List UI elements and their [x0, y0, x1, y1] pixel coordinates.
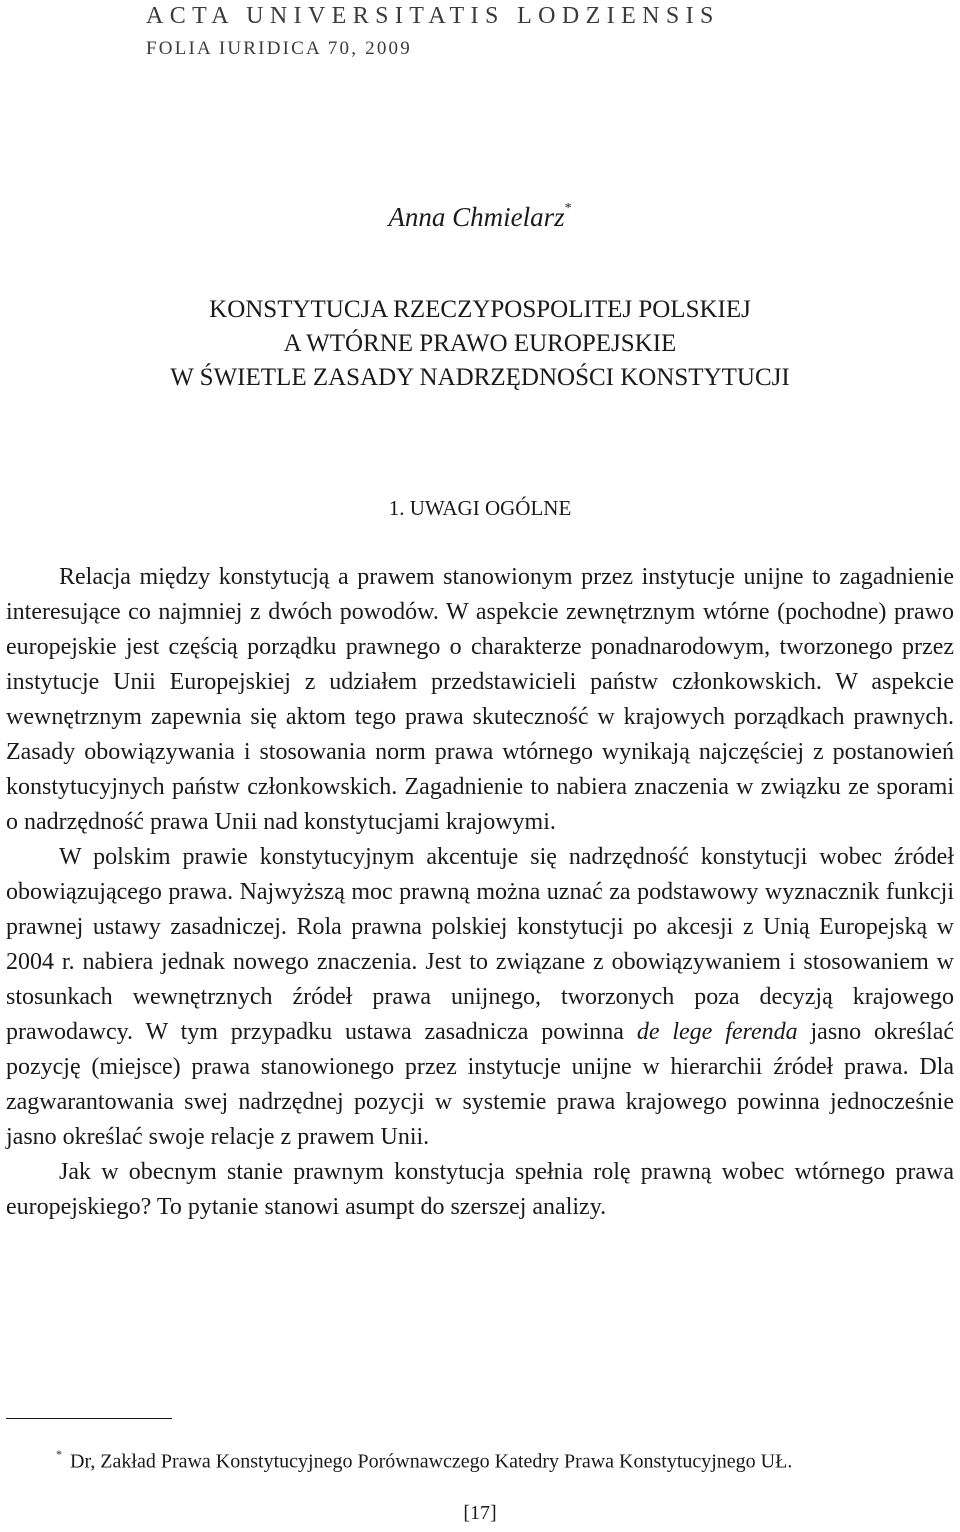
article-body	[6, 560, 954, 1225]
latin-phrase: de lege ferenda	[636, 1019, 798, 1045]
paragraph-1: Relacja między konstytucją a prawem stanowionym przez instytucje unijne to zagadnienie interesujące co najmniej z dwóch powodów. W aspekcie zewnętrznym wtórne (pochodne) prawo europejskie jest częścią porządku prawnego o charakterze ponadnarodowym, tworzonego przez instytucje Unii Europejskiej z udziałem przedstawicieli państw członkowskich. W aspekcie wewnętrznym zapewnia się aktom tego prawa skuteczność w krajowych porządkach prawnych. Zasady obowiązywania i stosowania norm prawa wtórnego wynikają najczęściej z postanowień konstytucyjnych państw członkowskich. Zagadnienie to nabiera znaczenia w związku ze sporami o nadrzędność prawa Unii nad konstytucjami krajowymi.	[6, 564, 954, 835]
footnote-marker: *	[56, 1447, 62, 1461]
author-name: Anna Chmielarz	[388, 202, 565, 232]
page-number: [17]	[463, 1502, 497, 1524]
article-title	[0, 293, 960, 395]
paragraph-2-text-a: W polskim prawie konstytucyjnym akcentuje się nadrzędność konstytucji wobec źródeł obowiązującego prawa. Najwyższą moc prawną można uznać za podstawowy wyznacznik funkcji prawnej ustawy zasadniczej. Rola prawna polskiej konstytucji po akcesji z Unią Europejską w 2004 r. nabiera jednak nowego znaczenia. Jest to związane z obowiązywaniem i stosowaniem w stosunkach wewnętrznych źródeł prawa unijnego, tworzonych poza decyzją krajowego prawodawcy. W tym przypadku ustawa zasadnicza powinna	[6, 844, 954, 1045]
title-line-2: A WTÓRNE PRAWO EUROPEJSKIE	[283, 330, 677, 357]
journal-title: ACTA UNIVERSITATIS LODZIENSIS	[146, 3, 720, 29]
footnote-divider	[6, 1418, 172, 1419]
paragraph-2	[6, 840, 954, 1155]
author-line	[0, 197, 960, 233]
paragraph-2-text-b: jasno określać pozycję (miejsce) prawa stanowionego przez instytucje unijne w hierarchii źródeł prawa. Dla zagwarantowania swej nadrzędnej pozycji w systemie prawa krajowego powinna jednocześnie jasno określać swoje relacje z prawem Unii.	[6, 1019, 954, 1150]
author-footnote-marker: *	[564, 201, 572, 216]
footnote-text: Dr, Zakład Prawa Konstytucyjnego Porównawczego Katedry Prawa Konstytucyjnego UŁ.	[70, 1450, 793, 1473]
section-heading: 1. UWAGI OGÓLNE	[388, 496, 572, 520]
title-line-1: KONSTYTUCJA RZECZYPOSPOLITEJ POLSKIEJ	[209, 296, 751, 323]
journal-volume: FOLIA IURIDICA 70, 2009	[146, 38, 412, 59]
paragraph-3: Jak w obecnym stanie prawnym konstytucja spełnia rolę prawną wobec wtórnego prawa europejskiego? To pytanie stanowi asumpt do szerszej analizy.	[6, 1159, 954, 1220]
footnote	[56, 1443, 792, 1475]
title-line-3: W ŚWIETLE ZASADY NADRZĘDNOŚCI KONSTYTUCJI	[170, 364, 790, 391]
